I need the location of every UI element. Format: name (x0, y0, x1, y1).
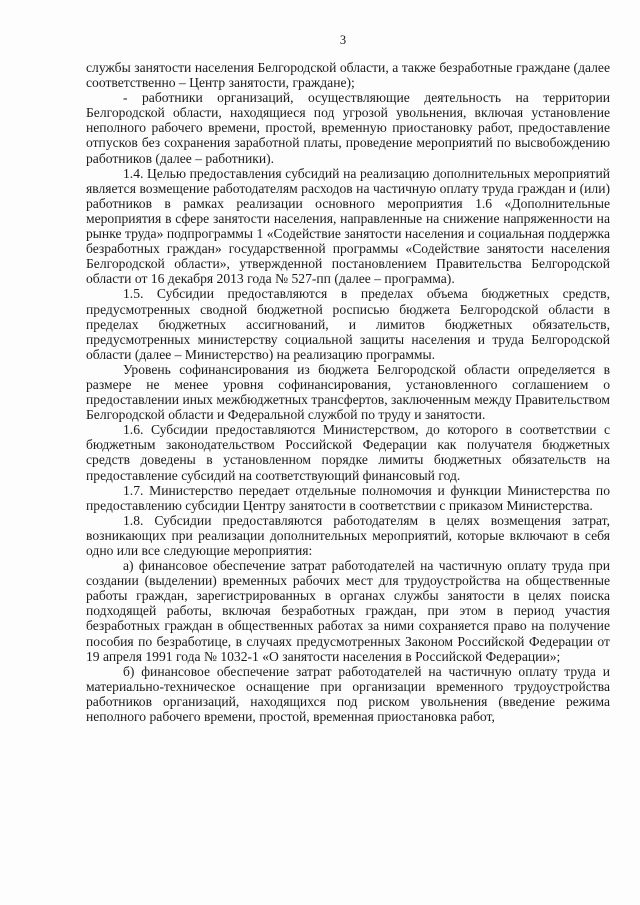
paragraph-item-a: а) финансовое обеспечение затрат работодателей на частичную оплату труда при создании (выделении) временных рабочих мест для трудоустройства на общественные работы граждан, зарегистрированных в органах службы занятости в целях поиска подходящей работы, включая безработных граждан, при этом в период участия безработных граждан в общественных работах за ними сохраняется право на получение пособия по безработице, в случаях предусмотренных Законом Российской Федерации от 19 апреля 1991 года № 1032-1 «О занятости населения в Российской Федерации»; (86, 558, 610, 664)
paragraph-workers-definition: - работники организаций, осуществляющие деятельность на территории Белгородской области, находящиеся под угрозой увольнения, включая установление неполного рабочего времени, простой, временную приостановку работ, предоставление отпусков без сохранения заработной платы, проведение мероприятий по высвобождению работников (далее – работники). (86, 90, 610, 166)
page-number: 3 (339, 33, 347, 47)
paragraph-1-4: 1.4. Целью предоставления субсидий на реализацию дополнительных мероприятий является возмещение работодателям расходов на частичную оплату труда граждан и (или) работников в рамках реализации основного мероприятия 1.6 «Дополнительные мероприятия в сфере занятости населения, направленные на снижение напряженности на рынке труда» подпрограммы 1 «Содействие занятости населения и социальная поддержка безработных граждан» государственной программы «Содействие занятости населения Белгородской области», утвержденной постановлением Правительства Белгородской области от 16 декабря 2013 года № 527-пп (далее – программа). (86, 165, 610, 287)
paragraph-continuation: службы занятости населения Белгородской области, а также безработные граждане (далее соответственно – Центр занятости, граждане); (86, 60, 610, 91)
paragraph-1-7: 1.7. Министерство передает отдельные полномочия и функции Министерства по предоставлению субсидии Центру занятости в соответствии с приказом Министерства. (86, 482, 610, 513)
paragraph-1-6: 1.6. Субсидии предоставляются Министерством, до которого в соответствии с бюджетным законодательством Российской Федерации как получателя бюджетных средств доведены в установленном порядке лимиты бюджетных обязательств на предоставление субсидий на соответствующий финансовый год. (86, 422, 610, 483)
paragraph-1-8: 1.8. Субсидии предоставляются работодателям в целях возмещения затрат, возникающих при реализации дополнительных мероприятий, которые включают в себя одно или все следующие мероприятия: (86, 512, 610, 558)
paragraph-1-5: 1.5. Субсидии предоставляются в пределах объема бюджетных средств, предусмотренных сводной бюджетной росписью бюджета Белгородской области в пределах бюджетных ассигнований, и лимитов бюджетных обязательств, предусмотренных министерству социальной защиты населения и труда Белгородской области (далее – Министерство) на реализацию программы. (86, 286, 610, 362)
paragraph-cofinancing: Уровень софинансирования из бюджета Белгородской области определяется в размере не менее уровня софинансирования, установленного соглашением о предоставлении иных межбюджетных трансфертов, заключенным между Правительством Белгородской области и Федеральной службой по труду и занятости. (86, 361, 610, 423)
paragraph-item-b: б) финансовое обеспечение затрат работодателей на частичную оплату труда и материально-техническое оснащение при организации временного трудоустройства работников организаций, находящихся под риском увольнения (введение режима неполного рабочего времени, простой, временная приостановка работ, (86, 663, 610, 725)
